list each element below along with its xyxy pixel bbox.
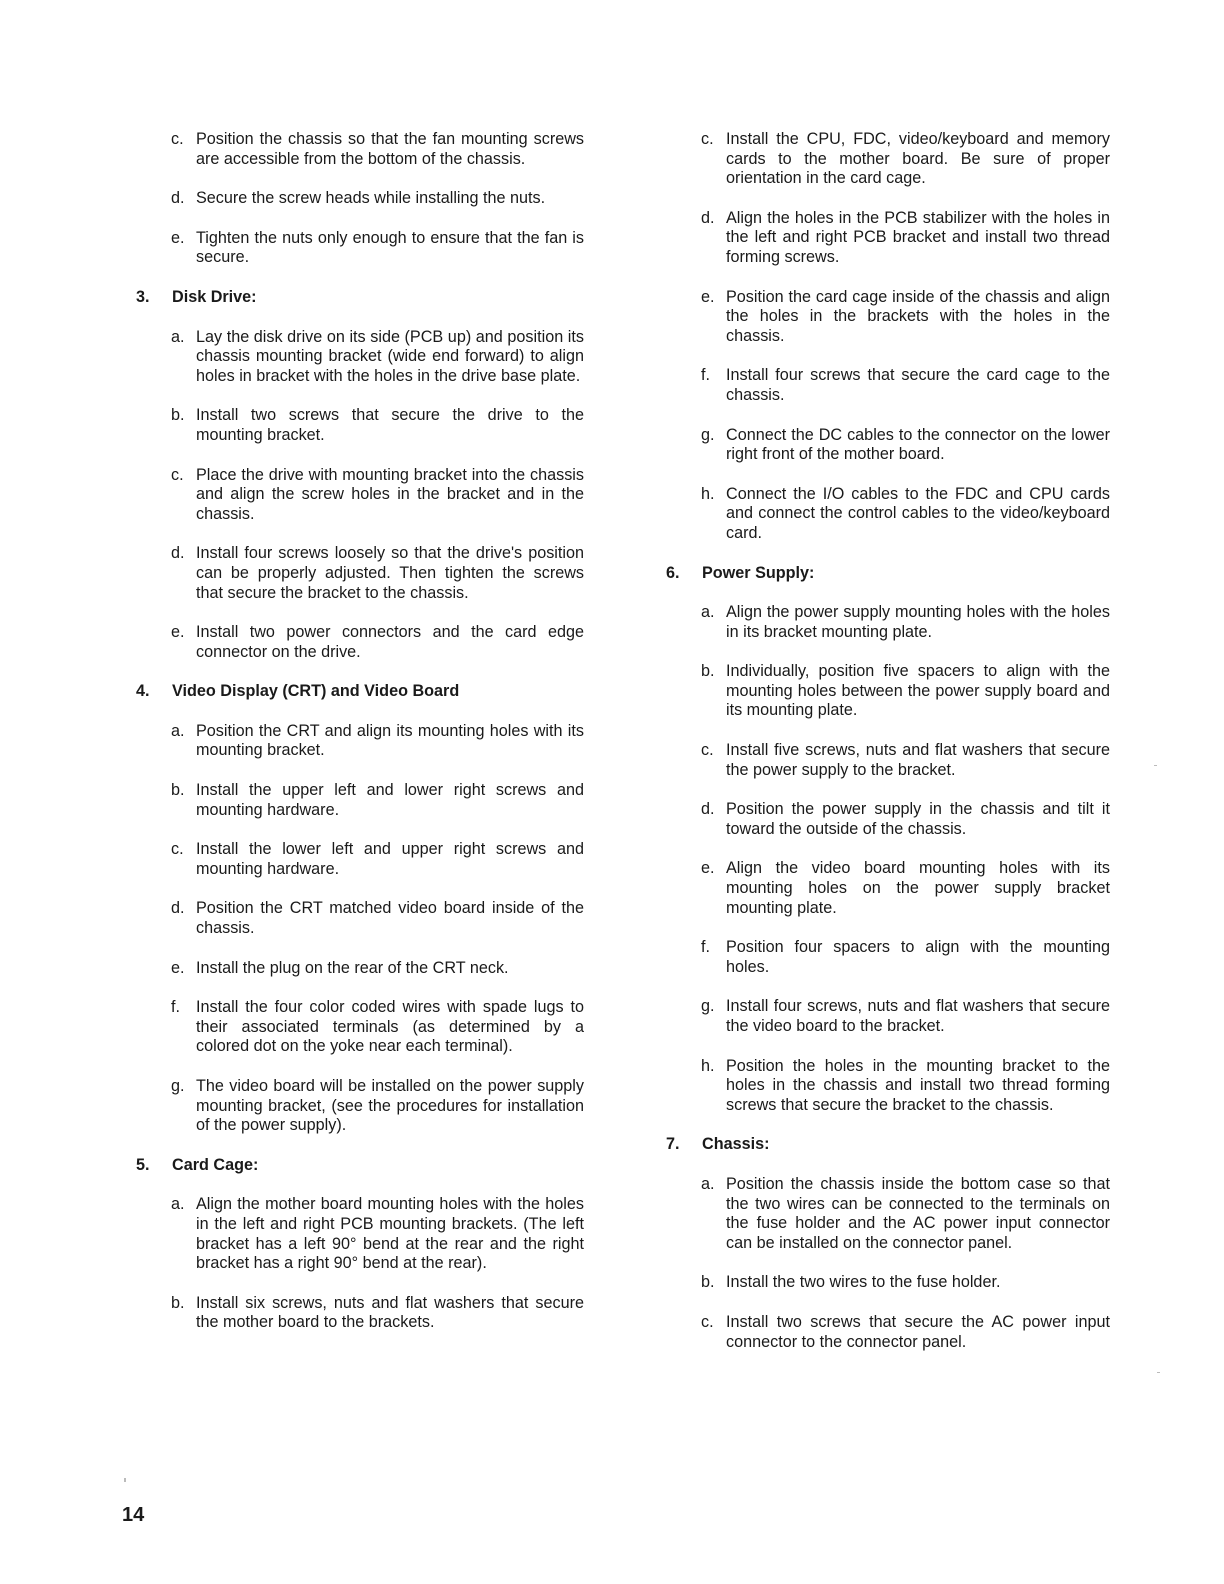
list-item: a. Position the CRT and align its mounting holes with its mounting bracket.	[171, 721, 584, 760]
list-item: c. Place the drive with mounting bracket into the chassis and align the screw holes in the bracket and in the chassis.	[171, 465, 584, 523]
list-item: c. Position the chassis so that the fan mounting screws are accessible from the bottom of the chassis.	[171, 130, 584, 168]
list-item: d. Position the power supply in the chassis and tilt it toward the outside of the chassis.	[701, 800, 1110, 838]
list-item: d. Install four screws loosely so that the drive's position can be properly adjusted. Then tighten the screws that secure the bracket to the chassis.	[171, 544, 584, 602]
list-item: a. Position the chassis inside the bottom case so that the two wires can be connected to the terminals on the fuse holder and the AC power input connector can be installed on the connector panel.	[701, 1174, 1110, 1252]
scan-mark	[124, 1478, 126, 1482]
list-item: e. Install two power connectors and the card edge connector on the drive.	[171, 623, 584, 661]
list-item: h. Connect the I/O cables to the FDC and CPU cards and connect the control cables to the video/keyboard card.	[701, 484, 1110, 542]
list-item: b. Install the two wires to the fuse holder.	[701, 1273, 1001, 1292]
page-number: 14	[122, 1504, 145, 1526]
list-item: g. Install four screws, nuts and flat washers that secure the video board to the bracket.	[701, 997, 1110, 1035]
list-item: a. Align the power supply mounting holes with the holes in its bracket mounting plate.	[701, 603, 1110, 641]
list-item: c. Install two screws that secure the AC power input connector to the connector panel.	[701, 1312, 1110, 1351]
section-heading-card-cage: 5. Card Cage:	[136, 1155, 259, 1174]
list-item: g. Connect the DC cables to the connector on the lower right front of the mother board.	[701, 425, 1110, 464]
list-item: f. Install four screws that secure the card cage to the chassis.	[701, 366, 1110, 404]
list-item: e. Install the plug on the rear of the CRT neck.	[171, 958, 509, 977]
list-item: a. Align the mother board mounting holes with the holes in the left and right PCB mounting brackets. (The left bracket has a left 90° bend at the rear and the right bracket has a right 90° bend at the rear).	[171, 1195, 584, 1273]
list-item: c. Install five screws, nuts and flat washers that secure the power supply to the bracket.	[701, 741, 1110, 779]
section-heading-chassis: 7. Chassis:	[666, 1135, 770, 1154]
left-column	[128, 130, 584, 1353]
scan-mark	[1157, 1372, 1160, 1373]
list-item: b. Install two screws that secure the drive to the mounting bracket.	[171, 406, 584, 444]
list-item: b. Install the upper left and lower right screws and mounting hardware.	[171, 781, 584, 819]
list-item: f. Install the four color coded wires with spade lugs to their associated terminals (as determined by a colored dot on the yoke near each terminal).	[171, 998, 584, 1056]
list-item: c. Install the CPU, FDC, video/keyboard and memory cards to the mother board. Be sure of proper orientation in the card cage.	[701, 130, 1110, 188]
list-item: a. Lay the disk drive on its side (PCB up) and position its chassis mounting bracket (wide end forward) to align holes in bracket with the holes in the drive base plate.	[171, 327, 584, 385]
section-heading-video-display: 4. Video Display (CRT) and Video Board	[136, 682, 460, 701]
list-item: b. Install six screws, nuts and flat washers that secure the mother board to the brackets.	[171, 1293, 584, 1332]
list-item: d. Secure the screw heads while installing the nuts.	[171, 189, 546, 208]
list-item: e. Tighten the nuts only enough to ensure that the fan is secure.	[171, 228, 584, 267]
list-item: f. Position four spacers to align with the mounting holes.	[701, 938, 1110, 976]
list-item: b. Individually, position five spacers to align with the mounting holes between the power supply board and its mounting plate.	[701, 662, 1110, 720]
list-item: d. Align the holes in the PCB stabilizer with the holes in the left and right PCB bracket and install two thread forming screws.	[701, 208, 1110, 266]
list-item: e. Align the video board mounting holes with its mounting holes on the power supply bracket mounting plate.	[701, 859, 1110, 917]
list-item: c. Install the lower left and upper right screws and mounting hardware.	[171, 840, 584, 878]
list-item: g. The video board will be installed on the power supply mounting bracket, (see the procedures for installation of the power supply).	[171, 1077, 584, 1135]
section-heading-power-supply: 6. Power Supply:	[666, 563, 815, 582]
section-heading-disk-drive: 3. Disk Drive:	[136, 287, 257, 306]
scan-mark	[1154, 765, 1157, 766]
list-item: d. Position the CRT matched video board inside of the chassis.	[171, 899, 584, 938]
right-column	[658, 130, 1110, 1372]
list-item: e. Position the card cage inside of the chassis and align the holes in the brackets with the holes in the chassis.	[701, 287, 1110, 345]
list-item: h. Position the holes in the mounting bracket to the holes in the chassis and install two thread forming screws that secure the bracket to the chassis.	[701, 1056, 1110, 1114]
